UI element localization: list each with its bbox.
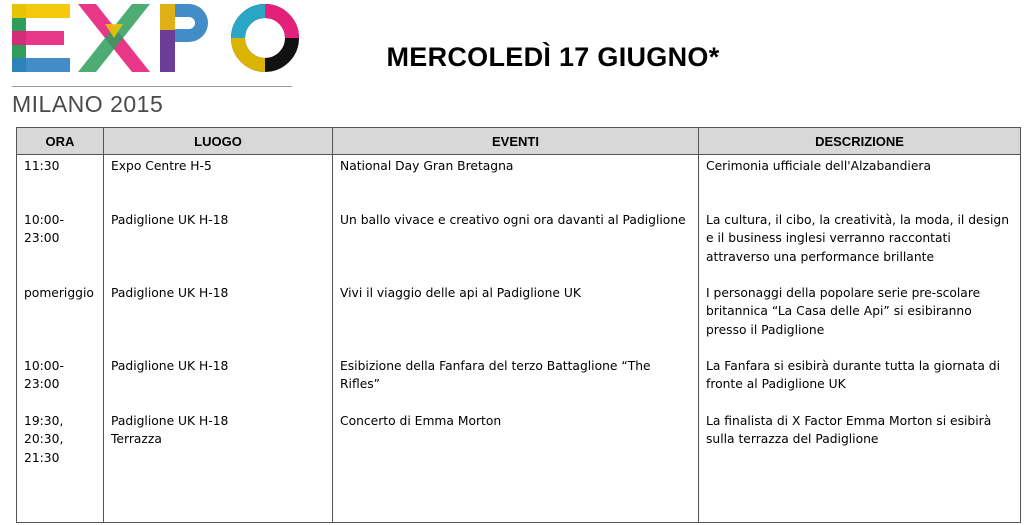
cell-ora: 19:30, 20:30, 21:30 (17, 410, 104, 523)
table-row (17, 282, 1021, 355)
cell-ora: 11:30 (17, 155, 104, 209)
table-row (17, 355, 1021, 410)
cell-evento: Esibizione della Fanfara del terzo Battaglione “The Rifles” (333, 355, 699, 410)
table-row (17, 209, 1021, 282)
cell-luogo: Padiglione UK H-18 (104, 355, 333, 410)
table-row (17, 410, 1021, 523)
cell-luogo: Padiglione UK H-18 (104, 209, 333, 282)
cell-descrizione: La Fanfara si esibirà durante tutta la giornata di fronte al Padiglione UK (699, 355, 1021, 410)
header-eventi: EVENTI (333, 128, 699, 155)
cell-luogo: Padiglione UK H-18 Terrazza (104, 410, 333, 523)
cell-evento: Vivi il viaggio delle api al Padiglione UK (333, 282, 699, 355)
header-descrizione: DESCRIZIONE (699, 128, 1021, 155)
cell-luogo: Padiglione UK H-18 (104, 282, 333, 355)
events-table (16, 127, 1021, 523)
cell-descrizione: La cultura, il cibo, la creatività, la moda, il design e il business inglesi verranno raccontati attraverso una performance brillante (699, 209, 1021, 282)
table-row (17, 155, 1021, 209)
cell-ora: pomeriggio (17, 282, 104, 355)
cell-evento: Un ballo vivace e creativo ogni ora davanti al Padiglione (333, 209, 699, 282)
cell-descrizione: I personaggi della popolare serie pre-scolare britannica “La Casa delle Api” si esibiranno presso il Padiglione (699, 282, 1021, 355)
cell-luogo: Expo Centre H-5 (104, 155, 333, 209)
header-ora: ORA (17, 128, 104, 155)
cell-descrizione: Cerimonia ufficiale dell'Alzabandiera (699, 155, 1021, 209)
cell-descrizione: La finalista di X Factor Emma Morton si esibirà sulla terrazza del Padiglione (699, 410, 1021, 523)
cell-ora: 10:00- 23:00 (17, 209, 104, 282)
table-header-row (17, 128, 1021, 155)
cell-evento: National Day Gran Bretagna (333, 155, 699, 209)
logo-caption: MILANO 2015 (12, 91, 164, 117)
logo-divider (12, 86, 292, 87)
cell-evento: Concerto di Emma Morton (333, 410, 699, 523)
page-title: MERCOLEDÌ 17 GIUGNO* (386, 42, 720, 72)
cell-ora: 10:00- 23:00 (17, 355, 104, 410)
header-luogo: LUOGO (104, 128, 333, 155)
